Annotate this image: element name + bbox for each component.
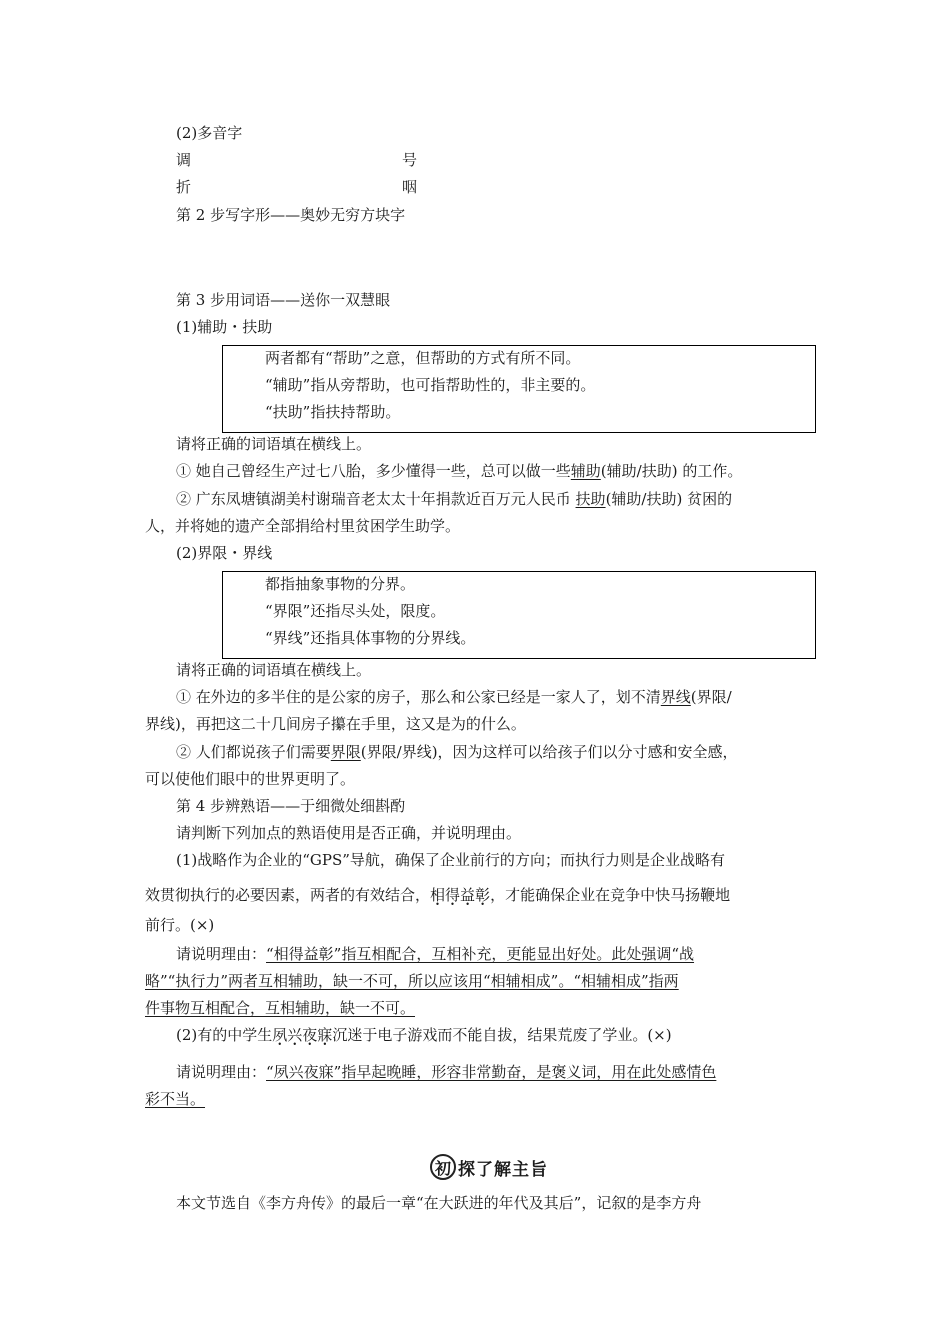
- polyphone-char: 号: [402, 151, 418, 169]
- question-continuation: 可以使他们眼中的世界更明了。: [145, 770, 356, 788]
- question-line: [176, 742, 738, 762]
- item-text: 沉迷于电子游戏而不能自拔，结果荒废了学业。(×): [332, 1026, 672, 1044]
- badge-circle-icon: 初: [430, 1154, 456, 1180]
- idiom-item-text: 前行。(×): [145, 916, 215, 934]
- instruction: 请判断下列加点的熟语使用是否正确，并说明理由。: [176, 824, 522, 842]
- reason-line: [176, 1062, 716, 1082]
- answer-blank: 界线: [660, 688, 691, 706]
- answer-blank: 界限: [330, 743, 361, 761]
- question-text: ① 她自己曾经生产过七八胎，多少懂得一些，总可以做一些: [176, 462, 571, 480]
- pair2-title: (2)界限・界线: [176, 544, 273, 562]
- question-line: [176, 489, 732, 509]
- definition-line: “界限”还指尽头处，限度。: [265, 602, 446, 620]
- polyphone-char: 调: [176, 151, 192, 169]
- answer-blank: 扶助: [575, 490, 606, 508]
- section-title-polyphones: (2)多音字: [176, 124, 243, 142]
- question-continuation: 人，并将她的遗产全部捐给村里贫困学生助学。: [145, 517, 461, 535]
- step3-title: 第 3 步用词语——送你一双慧眼: [176, 291, 391, 309]
- dotted-char: 寐: [317, 1026, 333, 1044]
- reason-answer: “相得益彰”指互相配合，互相补充，更能显出好处。此处强调“战: [266, 945, 695, 963]
- question-line: [176, 687, 732, 707]
- pair2-definition-box: [222, 571, 816, 659]
- answer-blank: 辅助: [570, 462, 601, 480]
- reason-answer: 彩不当。: [145, 1090, 206, 1108]
- question-continuation: 界线)，再把这二十几间房子攥在手里，这又是为的什么。: [145, 715, 526, 733]
- polyphone-char: 咽: [402, 178, 418, 196]
- instruction: 请将正确的词语填在横线上。: [176, 435, 372, 453]
- dotted-char: 夙: [272, 1026, 288, 1044]
- definition-line: 都指抽象事物的分界。: [265, 575, 416, 593]
- definition-line: “辅助”指从旁帮助，也可指帮助性的，非主要的。: [265, 376, 596, 394]
- question-line: [176, 461, 742, 481]
- reason-answer: 略”“执行力”两者互相辅助，缺一不可，所以应该用“相辅相成”。“相辅相成”指两: [145, 972, 679, 990]
- step4-title: 第 4 步辨熟语——于细微处细斟酌: [176, 797, 406, 815]
- reason-answer: 件事物互相配合，互相辅助，缺一不可。: [145, 999, 416, 1017]
- section-badge: [430, 1152, 548, 1182]
- question-text: (辅助/扶助) 的工作。: [600, 462, 743, 480]
- step2-title: 第 2 步写字形——奥妙无穷方块字: [176, 206, 406, 224]
- dotted-char: 相: [430, 886, 446, 904]
- definition-line: 两者都有“帮助”之意，但帮助的方式有所不同。: [265, 349, 581, 367]
- idiom-item-text: [176, 1025, 672, 1045]
- reason-label: 请说明理由：: [176, 1063, 267, 1081]
- instruction: 请将正确的词语填在横线上。: [176, 661, 372, 679]
- summary-paragraph: 本文节选自《李方舟传》的最后一章“在大跃进的年代及其后”，记叙的是李方舟: [176, 1194, 702, 1212]
- badge-text: 探了解主旨: [458, 1159, 548, 1180]
- item-text: (2)有的中学生: [176, 1026, 273, 1044]
- pair1-title: (1)辅助・扶助: [176, 318, 273, 336]
- dotted-char: 益: [460, 886, 476, 904]
- dotted-char: 兴: [287, 1026, 303, 1044]
- definition-line: “界线”还指具体事物的分界线。: [265, 629, 476, 647]
- idiom-item-text: (1)战略作为企业的“GPS”导航，确保了企业前行的方向；而执行力则是企业战略有: [176, 851, 725, 869]
- pair1-definition-box: [222, 345, 816, 433]
- dotted-char: 彰: [475, 886, 491, 904]
- idiom-item-text: [145, 885, 730, 905]
- reason-answer: “夙兴夜寐”指早起晚睡，形容非常勤奋，是褒义词，用在此处感情色: [266, 1063, 717, 1081]
- item-text: 效贯彻执行的必要因素，两者的有效结合，: [145, 886, 431, 904]
- reason-line: [176, 944, 694, 964]
- item-text: ，才能确保企业在竞争中快马扬鞭地: [490, 886, 731, 904]
- dotted-char: 夜: [302, 1026, 318, 1044]
- dotted-char: 得: [445, 886, 461, 904]
- question-text: ② 广东凤塘镇湖美村谢瑞音老太太十年捐款近百万元人民币: [176, 490, 576, 508]
- question-text: ② 人们都说孩子们需要: [176, 743, 331, 761]
- reason-label: 请说明理由：: [176, 945, 267, 963]
- question-text: (界限/界线)，因为这样可以给孩子们以分寸感和安全感，: [360, 743, 738, 761]
- definition-line: “扶助”指扶持帮助。: [265, 403, 401, 421]
- polyphone-char: 折: [176, 178, 192, 196]
- question-text: ① 在外边的多半住的是公家的房子，那么和公家已经是一家人了，划不清: [176, 688, 661, 706]
- question-text: (辅助/扶助) 贫困的: [605, 490, 733, 508]
- question-text: (界限/: [690, 688, 732, 706]
